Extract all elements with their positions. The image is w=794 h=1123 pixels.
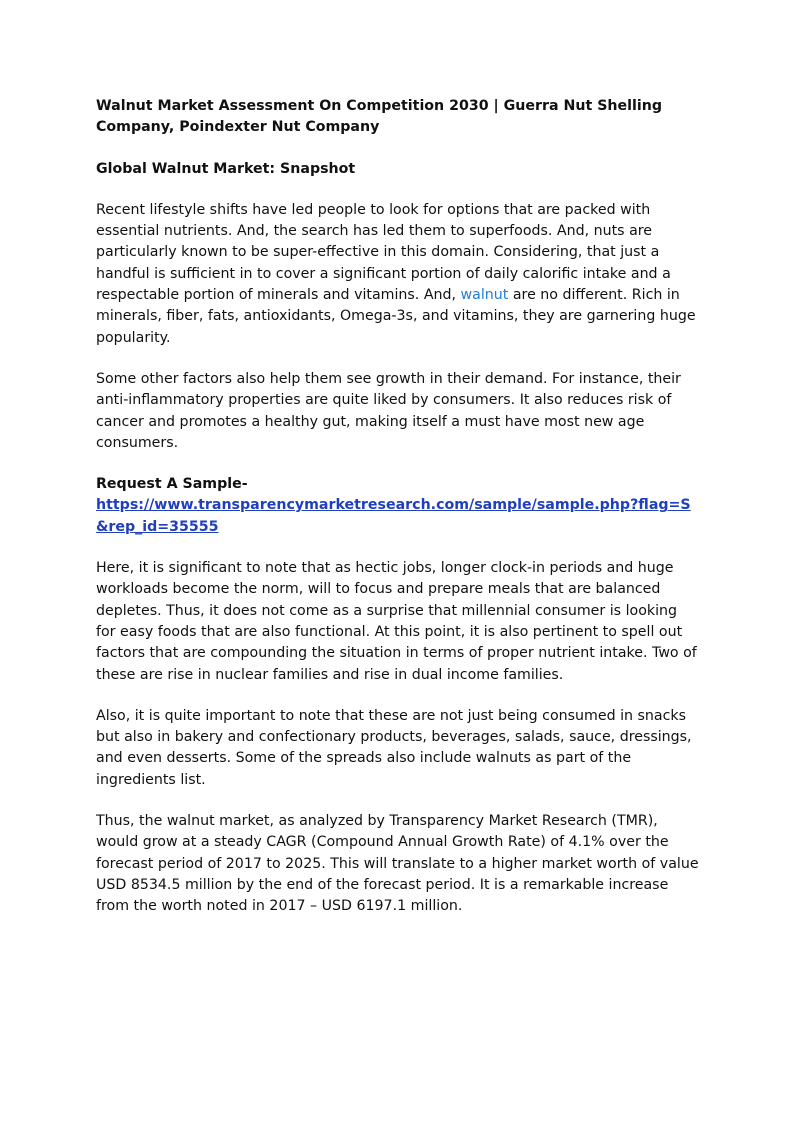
section-heading-snapshot: Global Walnut Market: Snapshot bbox=[96, 160, 356, 177]
request-sample-block bbox=[96, 474, 700, 538]
paragraph-intro bbox=[96, 200, 700, 349]
paragraph-market-forecast: Thus, the walnut market, as analyzed by Transparency Market Research (TMR), would grow at a steady CAGR (Compound Annual Growth Rate) of 4.1% over the forecast period of 2017 to 2025. This will translate to a higher market worth of value USD 8534.5 million by the end of the forecast period. It is a remarkable increase from the worth noted in 2017 – USD 6197.1 million. bbox=[96, 813, 699, 915]
request-sample-link[interactable]: https://www.transparencymarketresearch.com/sample/sample.php?flag=S&rep_id=35555 bbox=[96, 497, 691, 535]
paragraph-intro-text-after: are no different. Rich in minerals, fiber, fats, antioxidants, Omega-3s, and vitamins, they are garnering huge popularity. bbox=[96, 287, 696, 346]
request-sample-label: Request A Sample- bbox=[96, 476, 248, 493]
paragraph-intro-text-before: Recent lifestyle shifts have led people to look for options that are packed with essential nutrients. And, the search has led them to superfoods. And, nuts are particularly known to be super-effective in this domain. Considering, that just a handful is sufficient in to cover a significant portion of daily calorific intake and a respectable portion of minerals and vitamins. And, bbox=[96, 201, 671, 304]
walnut-link[interactable]: walnut bbox=[460, 287, 509, 304]
document-title: Walnut Market Assessment On Competition 2030 | Guerra Nut Shelling Company, Poindexter Nut Company bbox=[96, 98, 662, 136]
paragraph-applications: Also, it is quite important to note that these are not just being consumed in snacks but also in bakery and confectionary products, beverages, salads, sauce, dressings, and even desserts. Some of the spreads also include walnuts as part of the ingredients list. bbox=[96, 707, 692, 788]
document-page bbox=[96, 96, 700, 938]
paragraph-growth-factors: Some other factors also help them see growth in their demand. For instance, their anti-inflammatory properties are quite liked by consumers. It also reduces risk of cancer and promotes a healthy gut, making itself a must have most new age consumers. bbox=[96, 370, 681, 451]
paragraph-lifestyle: Here, it is significant to note that as hectic jobs, longer clock-in periods and huge workloads become the norm, will to focus and prepare meals that are balanced depletes. Thus, it does not come as a surprise that millennial consumer is looking for easy foods that are also functional. At this point, it is also pertinent to spell out factors that are compounding the situation in terms of proper nutrient intake. Two of these are rise in nuclear families and rise in dual income families. bbox=[96, 560, 697, 683]
